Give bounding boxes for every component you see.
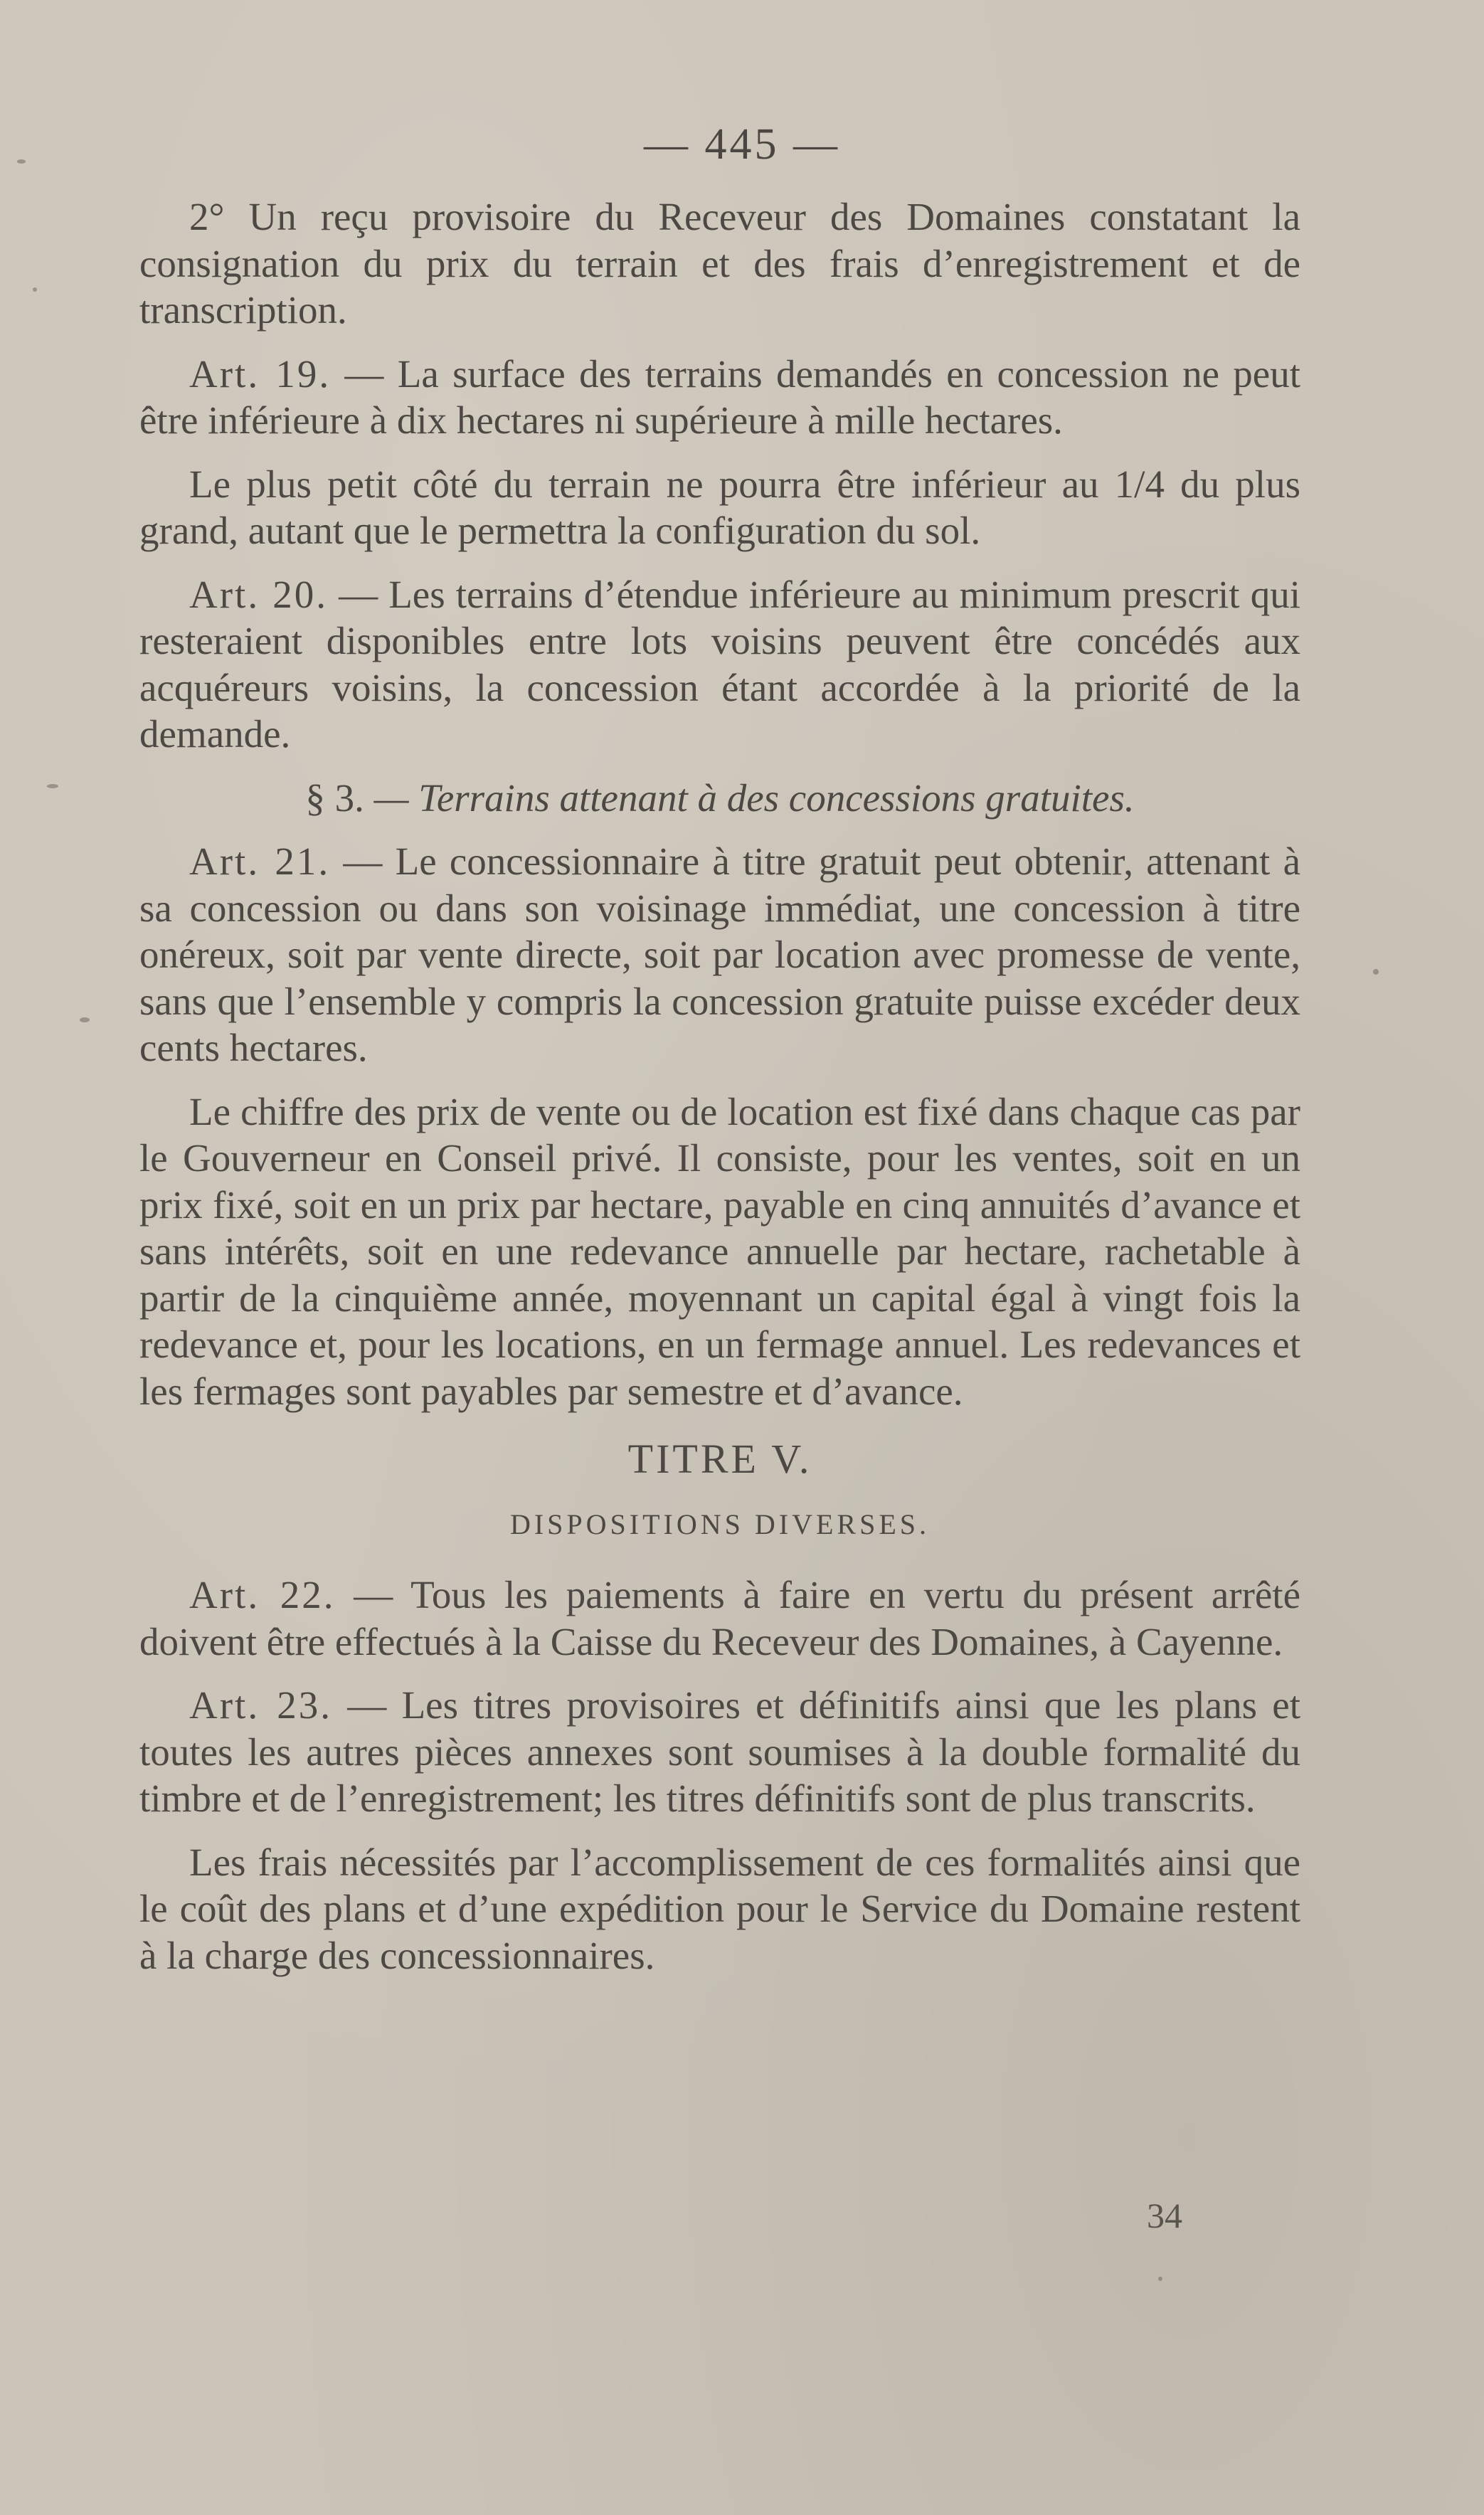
article-label: Art. 23. xyxy=(189,1683,333,1727)
dispositions-heading: DISPOSITIONS DIVERSES. xyxy=(509,1508,931,1540)
paragraph-text: Le chiffre des prix de vente ou de location est fixé dans chaque cas par le Gouverneur en Conseil privé. Il consiste, pour les ventes, soit en un prix fixé, soit en un prix par hectare, payable en cinq annuités d’avance et sans intérêts, soit en une redevance annuelle par hectare, rachetable à partir de la cinquième année, moyennant un capital égal à vingt fois la redevance et, pour les locations, en un fermage annuel. Les redevances et les fermages sont payables par semestre et d’avance. xyxy=(139,1089,1300,1413)
article-label: Art. 21. xyxy=(189,840,331,883)
paragraph-text: Les titres provisoires et définitifs ainsi que les plans et toutes les autres pièces annexes sont soumises à la double formalité du timbre et de l’enregistrement; les titres définitifs sont de plus transcrits. xyxy=(139,1683,1300,1820)
paper-speck xyxy=(33,287,37,292)
paragraph-side-ratio xyxy=(139,461,1300,554)
titre-heading: TITRE V. xyxy=(627,1436,812,1482)
article-20 xyxy=(139,571,1300,758)
paragraph-text: Les terrains d’étendue inférieure au minimum prescrit qui resteraient disponibles entre lots voisins peuvent être concédés aux acquéreurs voisins, la concession étant accordée à la priorité de la demande. xyxy=(139,572,1300,756)
article-label: Art. 20. xyxy=(189,572,328,616)
article-dash: — xyxy=(327,572,389,616)
paper-speck xyxy=(17,159,26,164)
section-title: Terrains attenant à des concessions gratuites. xyxy=(418,775,1135,820)
paper-speck xyxy=(1158,2277,1162,2281)
article-dash: — xyxy=(332,1683,402,1727)
paragraph-text: 2° Un reçu provisoire du Receveur des Domaines constatant la consignation du prix du terrain et des frais d’enregistrement et de transcription. xyxy=(139,195,1300,332)
body-text xyxy=(139,194,1300,1996)
paragraph-prices xyxy=(139,1089,1300,1415)
article-19 xyxy=(139,351,1300,444)
article-label: Art. 22. xyxy=(189,1573,336,1616)
article-dash: — xyxy=(335,1573,411,1616)
paragraph-text: Le plus petit côté du terrain ne pourra être inférieur au 1/4 du plus grand, autant que le permettra la configuration du sol. xyxy=(139,462,1300,552)
paragraph-text: Le concessionnaire à titre gratuit peut obtenir, attenant à sa concession ou dans son voisinage immédiat, une concession à titre onéreux, soit par vente directe, soit par location avec promesse de vente, sans que l’ensemble y compris la concession gratuite puisse excéder deux cents hectares. xyxy=(139,840,1300,1069)
article-22 xyxy=(139,1572,1300,1665)
page-number-header: — 445 — xyxy=(644,120,840,169)
paragraph-fees xyxy=(139,1839,1300,1979)
article-23 xyxy=(139,1682,1300,1822)
paper-speck xyxy=(47,784,58,788)
section-3-heading xyxy=(139,775,1300,822)
paragraph-receipt xyxy=(139,194,1300,334)
section-number: § 3. xyxy=(305,775,364,820)
paper-speck xyxy=(80,1017,90,1022)
article-dash: — xyxy=(330,840,396,883)
article-21 xyxy=(139,838,1300,1071)
article-dash: — xyxy=(331,351,398,396)
paragraph-text: Les frais nécessités par l’accomplissement de ces formalités ainsi que le coût des plans et d’une expédition pour le Service du Domaine restent à la charge des concessionnaires. xyxy=(139,1840,1300,1977)
paragraph-text: La surface des terrains demandés en concession ne peut être inférieure à dix hectares ni supérieure à mille hectares. xyxy=(139,351,1300,442)
signature-mark: 34 xyxy=(1147,2196,1182,2235)
paragraph-text: Tous les paiements à faire en vertu du présent arrêté doivent être effectués à la Caisse du Receveur des Domaines, à Cayenne. xyxy=(139,1573,1300,1663)
paper-speck xyxy=(1373,969,1379,975)
article-label: Art. 19. xyxy=(189,351,332,396)
section-dash: — xyxy=(364,775,419,820)
